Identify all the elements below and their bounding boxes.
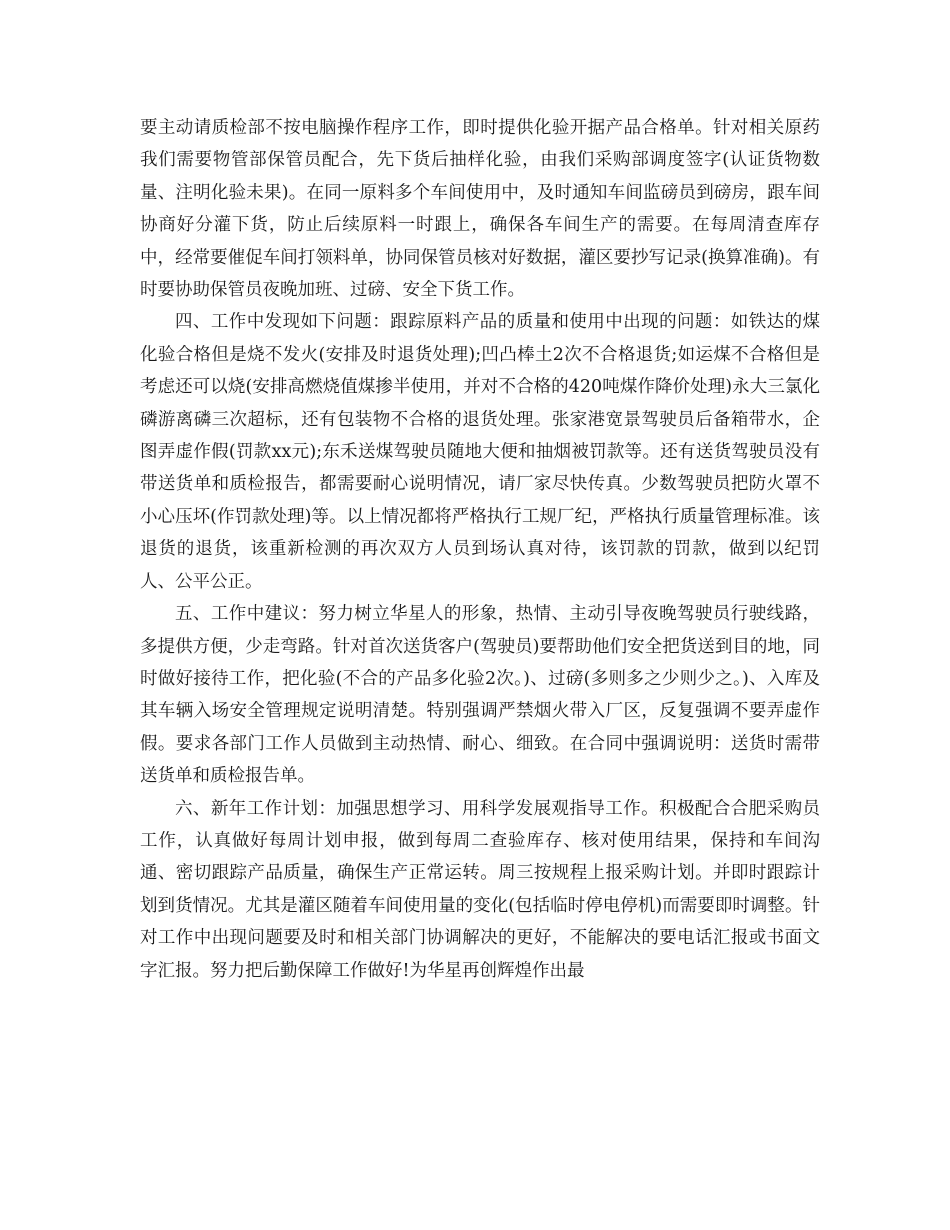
document-body (140, 112, 820, 987)
paragraph-section-four-problems: 四、工作中发现如下问题：跟踪原料产品的质量和使用中出现的问题：如铁达的煤化验合格但是烧不发火(安排及时退货处理);凹凸棒土2次不合格退货;如运煤不合格但是考虑还可以烧(安排高燃烧值煤掺半使用，并对不合格的420吨煤作降价处理)永大三氯化磷游离磷三次超标，还有包装物不合格的退货处理。张家港宽景驾驶员后备箱带水，企图弄虚作假(罚款xx元);东禾送煤驾驶员随地大便和抽烟被罚款等。还有送货驾驶员没有带送货单和质检报告，都需要耐心说明情况，请厂家尽快传真。少数驾驶员把防火罩不小心压坏(作罚款处理)等。以上情况都将严格执行工规厂纪，严格执行质量管理标准。该退货的退货，该重新检测的再次双方人员到场认真对待，该罚款的罚款，做到以纪罚人、公平公正。 (140, 312, 820, 592)
paragraph-section-six-plan: 六、新年工作计划：加强思想学习、用科学发展观指导工作。积极配合合肥采购员工作，认真做好每周计划申报，做到每周二查验库存、核对使用结果，保持和车间沟通、密切跟踪产品质量，确保生产正常运转。周三按规程上报采购计划。并即时跟踪计划到货情况。尤其是灌区随着车间使用量的变化(包括临时停电停机)而需要即时调整。针对工作中出现问题要及时和相关部门协调解决的更好，不能解决的要电话汇报或书面文字汇报。努力把后勤保障工作做好!为华星再创辉煌作出最 (140, 798, 820, 981)
paragraph-intro-continued: 要主动请质检部不按电脑操作程序工作，即时提供化验开据产品合格单。针对相关原药我们需要物管部保管员配合，先下货后抽样化验，由我们采购部调度签字(认证货物数量、注明化验未果)。在同一原料多个车间使用中，及时通知车间监磅员到磅房，跟车间协商好分灌下货，防止后续原料一时跟上，确保各车间生产的需要。在每周清查库存中，经常要催促车间打领料单，协同保管员核对好数据，灌区要抄写记录(换算准确)。有时要协助保管员夜晚加班、过磅、安全下货工作。 (140, 118, 820, 301)
paragraph-section-five-suggestions: 五、工作中建议：努力树立华星人的形象，热情、主动引导夜晚驾驶员行驶线路，多提供方便，少走弯路。针对首次送货客户(驾驶员)要帮助他们安全把货送到目的地，同时做好接待工作，把化验(不合的产品多化验2次。)、过磅(多则多之少则少之。)、入库及其车辆入场安全管理规定说明清楚。特别强调严禁烟火带入厂区，反复强调不要弄虚作假。要求各部门工作人员做到主动热情、耐心、细致。在合同中强调说明：送货时需带送货单和质检报告单。 (140, 604, 820, 787)
